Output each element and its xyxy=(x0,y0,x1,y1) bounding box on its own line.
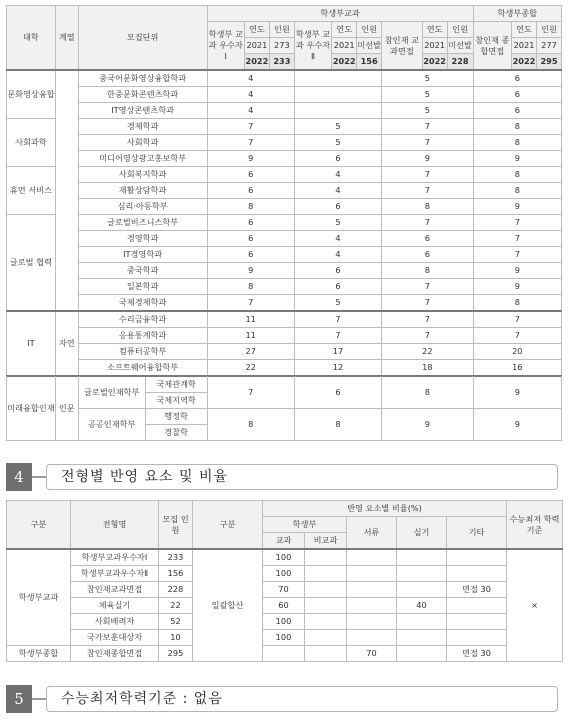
ti-cell: 7 xyxy=(382,295,473,312)
ti-cell: 5 xyxy=(382,70,473,87)
table-row xyxy=(7,311,562,328)
tc-cell: 8 xyxy=(473,183,561,199)
header-other: 기타 xyxy=(447,517,507,550)
unit-cell: 일본학과 xyxy=(78,279,207,295)
quota-2022: 295 xyxy=(536,54,561,71)
unit-cell xyxy=(78,376,207,409)
table-row xyxy=(7,87,562,103)
type-cell: 체육실기 xyxy=(71,598,159,614)
tc-cell: 7 xyxy=(473,328,561,344)
section-title: 수능최저학력기준 : 없음 xyxy=(61,691,223,707)
header-talent-interview: 참인재 교과면접 xyxy=(382,22,423,71)
selection-ratio-table xyxy=(6,500,563,662)
e2-cell: 5 xyxy=(294,215,381,231)
quota-2021: 273 xyxy=(269,38,294,54)
e2-cell xyxy=(294,87,381,103)
quota-2022: 228 xyxy=(447,54,473,71)
table-row xyxy=(7,199,562,215)
ti-cell: 6 xyxy=(382,231,473,247)
header-excellent2: 학생부 교과 우수자Ⅱ xyxy=(294,22,331,71)
table-row xyxy=(7,263,562,279)
e1-cell: 4 xyxy=(207,103,294,119)
e1-cell: 8 xyxy=(207,199,294,215)
other-cell xyxy=(447,566,507,582)
subject-cell: 100 xyxy=(263,549,305,566)
tc-cell: 8 xyxy=(473,119,561,135)
year-2022: 2022 xyxy=(332,54,357,71)
documents-cell xyxy=(347,598,397,614)
year-2022: 2022 xyxy=(244,54,269,71)
tc-cell: 7 xyxy=(473,247,561,263)
documents-cell xyxy=(347,630,397,646)
category-cell: 학생부교과 xyxy=(7,549,71,646)
e1-cell: 11 xyxy=(207,311,294,328)
quota-2022: 233 xyxy=(269,54,294,71)
practical-cell xyxy=(397,549,447,566)
unit-cell: 소프트웨어융합학부 xyxy=(78,360,207,377)
practical-cell xyxy=(397,582,447,598)
tc-cell: 7 xyxy=(473,215,561,231)
header-group-comprehensive: 학생부종합 xyxy=(473,6,561,22)
quota-2021: 미선발 xyxy=(447,38,473,54)
table-row xyxy=(7,215,562,231)
other-cell xyxy=(447,598,507,614)
ti-cell: 7 xyxy=(382,183,473,199)
year-2022: 2022 xyxy=(512,54,537,71)
table-row xyxy=(7,135,562,151)
header-quota: 인원 xyxy=(536,22,561,38)
type-cell: 국가보훈대상자 xyxy=(71,630,159,646)
e1-cell: 22 xyxy=(207,360,294,377)
unit-cell: 중국어문화영상융합학과 xyxy=(78,70,207,87)
quota-cell: 228 xyxy=(159,582,193,598)
tc-cell: 20 xyxy=(473,344,561,360)
header-school-record: 학생부 xyxy=(263,517,347,533)
table-row xyxy=(7,247,562,263)
tc-cell: 16 xyxy=(473,360,561,377)
table-row xyxy=(7,119,562,135)
unit-sub-label: 경찰학 xyxy=(164,427,188,437)
table-row xyxy=(7,582,563,598)
e1-cell: 7 xyxy=(207,135,294,151)
e1-cell: 6 xyxy=(207,215,294,231)
table-row xyxy=(7,167,562,183)
header-quota: 인원 xyxy=(357,22,382,38)
practical-cell xyxy=(397,646,447,662)
e2-cell xyxy=(294,103,381,119)
unit-cell: 미디어영상광고홍보학부 xyxy=(78,151,207,167)
year-2021: 2021 xyxy=(422,38,447,54)
table-row xyxy=(7,614,563,630)
non-subject-cell xyxy=(305,630,347,646)
subject-cell: 100 xyxy=(263,630,305,646)
subject-cell: 100 xyxy=(263,614,305,630)
connector-line xyxy=(32,698,47,700)
tc-cell: 8 xyxy=(473,295,561,312)
table-row xyxy=(7,646,563,662)
table-row xyxy=(7,183,562,199)
e2-cell: 4 xyxy=(294,183,381,199)
e1-cell: 8 xyxy=(207,409,294,441)
header-talent-comprehensive: 참인재 종합면접 xyxy=(473,22,511,71)
documents-cell xyxy=(347,582,397,598)
type-cell: 참인재종합면접 xyxy=(71,646,159,662)
ti-cell: 9 xyxy=(382,409,473,441)
subject-cell: 100 xyxy=(263,566,305,582)
unit-cell: 응용통계학과 xyxy=(78,328,207,344)
e2-cell xyxy=(294,70,381,87)
ti-cell: 7 xyxy=(382,215,473,231)
ti-cell: 8 xyxy=(382,199,473,215)
practical-cell xyxy=(397,566,447,582)
other-cell xyxy=(447,614,507,630)
table-row xyxy=(7,295,562,312)
non-subject-cell xyxy=(305,566,347,582)
section-title-box xyxy=(46,464,558,490)
e2-cell: 5 xyxy=(294,135,381,151)
non-subject-cell xyxy=(305,646,347,662)
header-year: 연도 xyxy=(332,22,357,38)
header-practical: 실기 xyxy=(397,517,447,550)
table-row xyxy=(7,279,562,295)
year-2021: 2021 xyxy=(512,38,537,54)
year-2021: 2021 xyxy=(332,38,357,54)
section-number: 4 xyxy=(6,463,32,491)
ti-cell: 7 xyxy=(382,119,473,135)
unit-cell: 컴퓨터공학부 xyxy=(78,344,207,360)
tc-cell: 6 xyxy=(473,87,561,103)
table-row xyxy=(7,598,563,614)
e2-cell: 5 xyxy=(294,295,381,312)
unit-cell: 경영학과 xyxy=(78,231,207,247)
ti-cell: 5 xyxy=(382,103,473,119)
ti-cell: 7 xyxy=(382,279,473,295)
documents-cell xyxy=(347,549,397,566)
ti-cell: 8 xyxy=(382,263,473,279)
section-4-header xyxy=(6,463,559,491)
unit-cell: IT영상콘텐츠학과 xyxy=(78,103,207,119)
track-cell: 자연 xyxy=(55,311,78,376)
e1-cell: 6 xyxy=(207,231,294,247)
e1-cell: 6 xyxy=(207,247,294,263)
ti-cell: 6 xyxy=(382,247,473,263)
e2-cell: 12 xyxy=(294,360,381,377)
e2-cell: 6 xyxy=(294,263,381,279)
quota-2022: 156 xyxy=(357,54,382,71)
unit-cell xyxy=(78,409,207,441)
tc-cell: 8 xyxy=(473,135,561,151)
tc-cell: 7 xyxy=(473,311,561,328)
header-non-subject: 비교과 xyxy=(305,533,347,550)
type-cell: 사회배려자 xyxy=(71,614,159,630)
tc-cell: 6 xyxy=(473,103,561,119)
quota-cell: 52 xyxy=(159,614,193,630)
ti-cell: 7 xyxy=(382,135,473,151)
track-cell xyxy=(55,70,78,311)
e1-cell: 4 xyxy=(207,87,294,103)
table-row xyxy=(7,70,562,87)
college-cell: 글로벌 협력 xyxy=(7,215,56,312)
admission-quota-table xyxy=(6,5,562,441)
table-row xyxy=(7,231,562,247)
unit-group-label: 글로벌인재학부 xyxy=(79,377,146,408)
e2-cell: 6 xyxy=(294,376,381,409)
e1-cell: 27 xyxy=(207,344,294,360)
e2-cell: 6 xyxy=(294,151,381,167)
college-cell: IT xyxy=(7,311,56,376)
college-cell: 사회과학 xyxy=(7,119,56,167)
tc-cell: 9 xyxy=(473,263,561,279)
header-year: 연도 xyxy=(422,22,447,38)
e1-cell: 11 xyxy=(207,328,294,344)
e1-cell: 9 xyxy=(207,151,294,167)
e1-cell: 7 xyxy=(207,376,294,409)
college-cell: 문화영상융합 xyxy=(7,70,56,119)
table-row xyxy=(7,328,562,344)
header-unit: 모집단위 xyxy=(78,6,207,71)
e1-cell: 6 xyxy=(207,183,294,199)
header-subject: 교과 xyxy=(263,533,305,550)
quota-cell: 295 xyxy=(159,646,193,662)
quota-cell: 233 xyxy=(159,549,193,566)
table-row xyxy=(7,103,562,119)
header-ratio: 반영 요소별 비율(%) xyxy=(263,501,507,517)
header-quota: 인원 xyxy=(269,22,294,38)
header-year: 연도 xyxy=(512,22,537,38)
header-category: 구분 xyxy=(7,501,71,550)
year-2022: 2022 xyxy=(422,54,447,71)
header-group-subject: 학생부교과 xyxy=(207,6,473,22)
csat-cell: × xyxy=(507,549,563,662)
tc-cell: 6 xyxy=(473,70,561,87)
header-csat-min: 수능최저 학력기준 xyxy=(507,501,563,550)
unit-group-label: 공공인재학부 xyxy=(79,409,146,440)
documents-cell xyxy=(347,614,397,630)
non-subject-cell xyxy=(305,582,347,598)
unit-sub-label: 행정학 xyxy=(146,409,207,425)
unit-cell: 심리·아동학부 xyxy=(78,199,207,215)
tc-cell: 9 xyxy=(473,279,561,295)
non-subject-cell xyxy=(305,598,347,614)
header-quota: 모집 인원 xyxy=(159,501,193,550)
e2-cell: 17 xyxy=(294,344,381,360)
ti-cell: 7 xyxy=(382,167,473,183)
type-cell: 학생부교과우수자Ⅱ xyxy=(71,566,159,582)
header-documents: 서류 xyxy=(347,517,397,550)
table-row xyxy=(7,549,563,566)
quota-cell: 10 xyxy=(159,630,193,646)
e1-cell: 6 xyxy=(207,167,294,183)
table-row xyxy=(7,344,562,360)
section-5-header xyxy=(6,685,559,713)
table-row xyxy=(7,630,563,646)
header-type: 전형명 xyxy=(71,501,159,550)
other-cell: 면접 30 xyxy=(447,582,507,598)
table-row xyxy=(7,566,563,582)
documents-cell xyxy=(347,566,397,582)
ti-cell: 9 xyxy=(382,151,473,167)
e2-cell: 8 xyxy=(294,409,381,441)
unit-cell: 국제경제학과 xyxy=(78,295,207,312)
track-cell: 인문 xyxy=(55,376,78,441)
header-category2: 구분 xyxy=(193,501,263,550)
ti-cell: 5 xyxy=(382,87,473,103)
quota-2021: 277 xyxy=(536,38,561,54)
unit-sub-label: 국제관계학 xyxy=(146,377,207,393)
tc-cell: 9 xyxy=(473,376,561,409)
e2-cell: 6 xyxy=(294,199,381,215)
type-cell: 참인재교과면접 xyxy=(71,582,159,598)
category-cell: 학생부종합 xyxy=(7,646,71,662)
ti-cell: 7 xyxy=(382,311,473,328)
tc-cell: 7 xyxy=(473,231,561,247)
header-college: 대학 xyxy=(7,6,56,71)
tc-cell: 9 xyxy=(473,151,561,167)
header-year: 연도 xyxy=(244,22,269,38)
e2-cell: 4 xyxy=(294,167,381,183)
e1-cell: 8 xyxy=(207,279,294,295)
connector-line xyxy=(32,476,47,478)
practical-cell xyxy=(397,630,447,646)
college-cell: 미래융합인재 xyxy=(7,376,56,441)
subject-cell: 70 xyxy=(263,582,305,598)
practical-cell: 40 xyxy=(397,598,447,614)
e2-cell: 4 xyxy=(294,231,381,247)
e2-cell: 6 xyxy=(294,279,381,295)
year-2021: 2021 xyxy=(244,38,269,54)
ti-cell: 8 xyxy=(382,376,473,409)
unit-cell: 중국학과 xyxy=(78,263,207,279)
subject-cell: 60 xyxy=(263,598,305,614)
e1-cell: 4 xyxy=(207,70,294,87)
e1-cell: 9 xyxy=(207,263,294,279)
tc-cell: 9 xyxy=(473,199,561,215)
section-number: 5 xyxy=(6,685,32,713)
quota-cell: 22 xyxy=(159,598,193,614)
type-cell: 학생부교과우수자Ⅰ xyxy=(71,549,159,566)
non-subject-cell xyxy=(305,549,347,566)
ti-cell: 18 xyxy=(382,360,473,377)
method-cell: 일괄합산 xyxy=(193,549,263,662)
section-title: 전형별 반영 요소 및 비율 xyxy=(61,469,229,485)
ti-cell: 22 xyxy=(382,344,473,360)
unit-cell: 재활상담학과 xyxy=(78,183,207,199)
table-row xyxy=(7,360,562,377)
header-excellent1: 학생부 교과 우수자Ⅰ xyxy=(207,22,244,71)
e2-cell: 4 xyxy=(294,247,381,263)
header-quota: 인원 xyxy=(447,22,473,38)
other-cell xyxy=(447,630,507,646)
unit-cell: IT경영학과 xyxy=(78,247,207,263)
non-subject-cell xyxy=(305,614,347,630)
header-track: 계열 xyxy=(55,6,78,71)
tc-cell: 8 xyxy=(473,167,561,183)
e2-cell: 7 xyxy=(294,328,381,344)
unit-cell: 사회복지학과 xyxy=(78,167,207,183)
section-title-box xyxy=(46,686,558,712)
unit-sub-label: 국제지역학 xyxy=(156,395,196,405)
other-cell xyxy=(447,549,507,566)
unit-cell: 경제학과 xyxy=(78,119,207,135)
ti-cell: 7 xyxy=(382,328,473,344)
other-cell: 면접 30 xyxy=(447,646,507,662)
practical-cell xyxy=(397,614,447,630)
tc-cell: 9 xyxy=(473,409,561,441)
quota-cell: 156 xyxy=(159,566,193,582)
documents-cell: 70 xyxy=(347,646,397,662)
quota-2021: 미선발 xyxy=(357,38,382,54)
e1-cell: 7 xyxy=(207,295,294,312)
e2-cell: 7 xyxy=(294,311,381,328)
college-cell: 휴먼 서비스 xyxy=(7,167,56,215)
e2-cell: 5 xyxy=(294,119,381,135)
unit-cell: 글로벌비즈니스학부 xyxy=(78,215,207,231)
table-row xyxy=(7,151,562,167)
unit-cell: 수리금융학과 xyxy=(78,311,207,328)
unit-cell: 한중문화콘텐츠학과 xyxy=(78,87,207,103)
e1-cell: 7 xyxy=(207,119,294,135)
unit-cell: 사회학과 xyxy=(78,135,207,151)
subject-cell xyxy=(263,646,305,662)
